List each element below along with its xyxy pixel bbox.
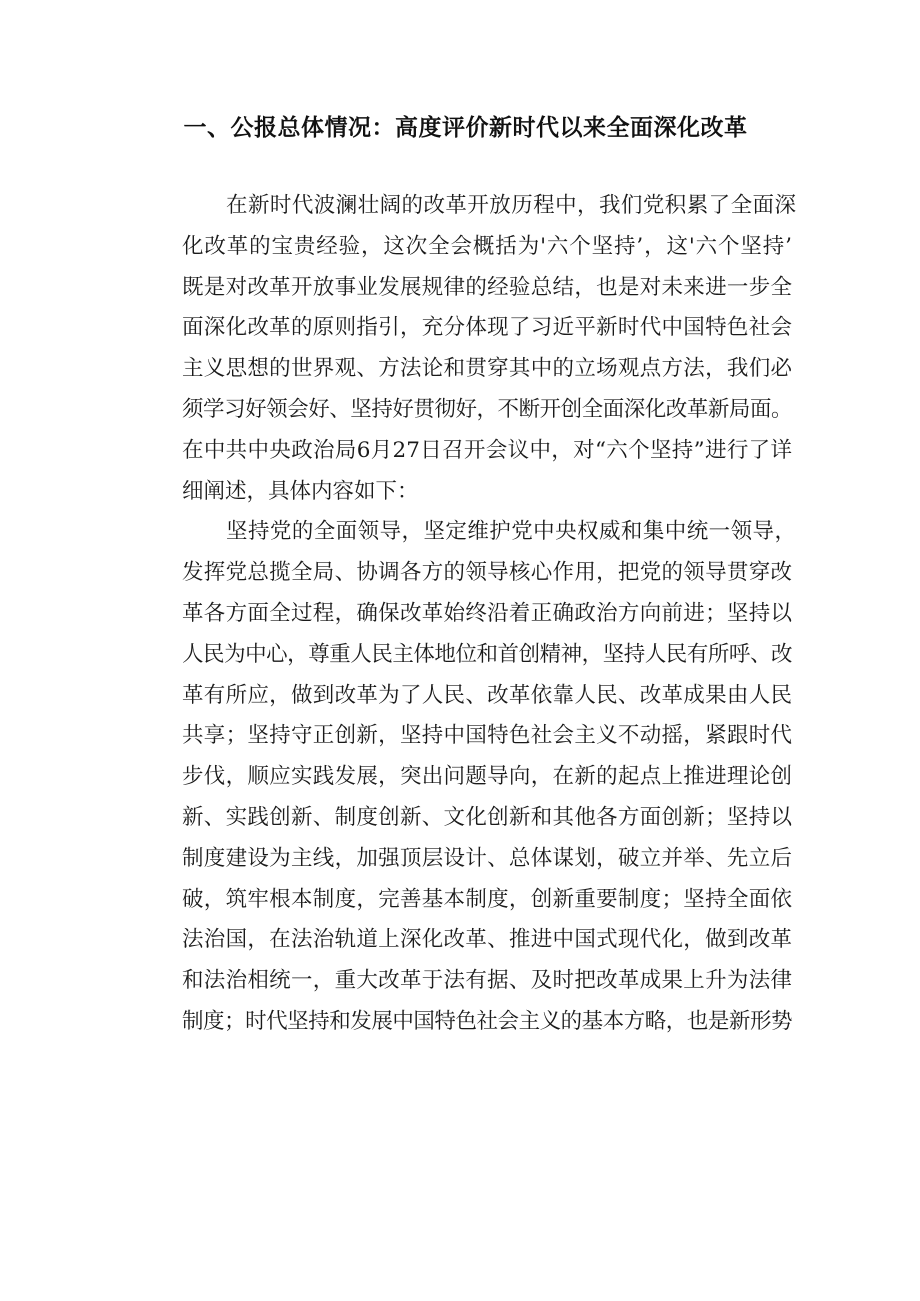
text-line: 须学习好领会好、坚持好贯彻好，不断开创全面深化改革新局面。 xyxy=(182,396,792,422)
text-line: 坚持党的全面领导，坚定维护党中央权威和集中统一领导， xyxy=(226,519,792,545)
text-line: 既是对改革开放事业发展规律的经验总结，也是对未来进一步全 xyxy=(182,274,792,300)
paragraph-2 xyxy=(139,512,792,1042)
text-line: 制度建设为主线，加强顶层设计、总体谋划，破立并举、先立后 xyxy=(182,845,792,871)
text-line: 主义思想的世界观、方法论和贯穿其中的立场观点方法，我们必 xyxy=(182,356,792,382)
text-line: 和法治相统一，重大改革于法有据、及时把改革成果上升为法律 xyxy=(182,968,792,994)
text-line: 人民为中心，尊重人民主体地位和首创精神，坚持人民有所呼、改 xyxy=(182,641,792,667)
text-line: 革各方面全过程，确保改革始终沿着正确政治方向前进；坚持以 xyxy=(182,600,792,626)
text-line: 共享；坚持守正创新，坚持中国特色社会主义不动摇，紧跟时代 xyxy=(182,723,792,749)
text-line: 步伐，顺应实践发展，突出问题导向，在新的起点上推进理论创 xyxy=(182,764,792,790)
text-line: 在中共中央政治局6月27日召开会议中，对“六个坚持”进行了详 xyxy=(182,437,792,463)
text-line: 化改革的宝贵经验，这次全会概括为'六个坚持’，这'六个坚持’ xyxy=(182,233,792,259)
text-line: 面深化改革的原则指引，充分体现了习近平新时代中国特色社会 xyxy=(182,315,792,341)
text-line: 破，筑牢根本制度，完善基本制度，创新重要制度；坚持全面依 xyxy=(182,886,792,912)
section-heading: 一、公报总体情况：高度评价新时代以来全面深化改革 xyxy=(183,115,748,141)
paragraph-1 xyxy=(139,186,792,512)
text-line: 细阐述，具体内容如下： xyxy=(182,478,419,504)
text-line: 制度；时代坚持和发展中国特色社会主义的基本方略，也是新形势 xyxy=(182,1008,792,1034)
text-line: 在新时代波澜壮阔的改革开放历程中，我们党积累了全面深 xyxy=(226,193,792,218)
text-line: 发挥党总揽全局、协调各方的领导核心作用，把党的领导贯穿改 xyxy=(182,560,792,586)
text-line: 法治国，在法治轨道上深化改革、推进中国式现代化，做到改革 xyxy=(182,927,792,953)
text-line: 新、实践创新、制度创新、文化创新和其他各方面创新；坚持以 xyxy=(182,804,792,830)
text-line: 革有所应，做到改革为了人民、改革依靠人民、改革成果由人民 xyxy=(182,682,792,708)
